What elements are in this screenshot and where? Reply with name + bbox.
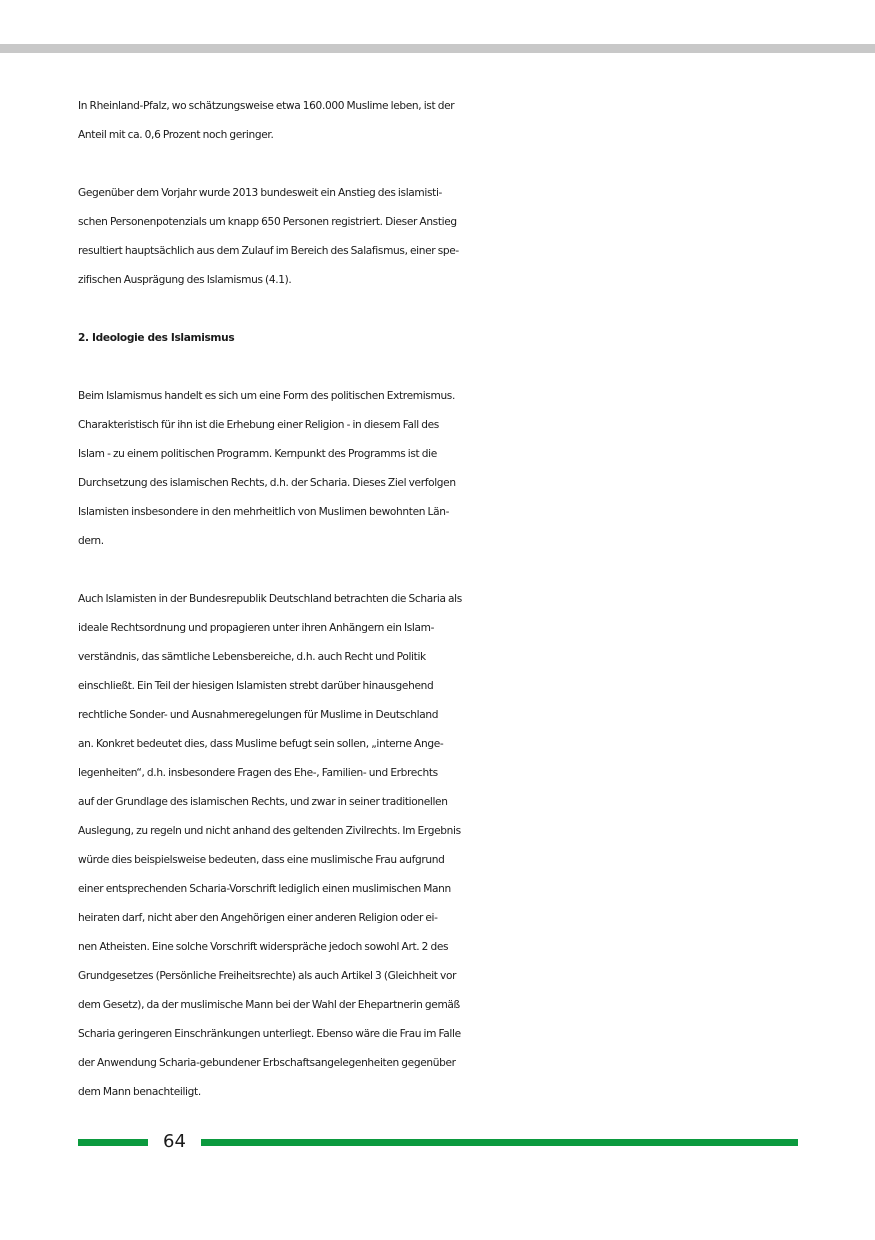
text-line: Charakteristisch für ihn ist die Erhebung einer Religion - in diesem Fall des: [78, 419, 439, 431]
page-footer: [78, 1128, 798, 1156]
text-line: Auslegung, zu regeln und nicht anhand des geltenden Zivilrechts. Im Ergebnis: [78, 825, 461, 837]
text-line: Grundgesetzes (Persönliche Freiheitsrechte) als auch Artikel 3 (Gleichheit vor: [78, 970, 457, 982]
text-line: ideale Rechtsordnung und propagieren unter ihren Anhängern ein Islam-: [78, 622, 435, 634]
footer-rule-right: [201, 1139, 798, 1146]
section-heading: 2. Ideologie des Islamismus: [78, 332, 235, 344]
text-line: auf der Grundlage des islamischen Rechts, und zwar in seiner traditionellen: [78, 796, 448, 808]
text-line: resultiert hauptsächlich aus dem Zulauf im Bereich des Salafismus, einer spe-: [78, 245, 459, 257]
text-line: der Anwendung Scharia-gebundener Erbschaftsangelegenheiten gegenüber: [78, 1057, 456, 1069]
text-line: Auch Islamisten in der Bundesrepublik Deutschland betrachten die Scharia als: [78, 593, 462, 605]
text-line: In Rheinland-Pfalz, wo schätzungsweise etwa 160.000 Muslime leben, ist der: [78, 100, 455, 112]
text-line: Scharia geringeren Einschränkungen unterliegt. Ebenso wäre die Frau im Falle: [78, 1028, 461, 1040]
text-line: heiraten darf, nicht aber den Angehörigen einer anderen Religion oder ei-: [78, 912, 438, 924]
text-line: dem Gesetz), da der muslimische Mann bei der Wahl der Ehepartnerin gemäß: [78, 999, 460, 1011]
paragraph-anstieg: [78, 179, 808, 295]
text-line: verständnis, das sämtliche Lebensbereiche, d.h. auch Recht und Politik: [78, 651, 426, 663]
text-line: dem Mann benachteiligt.: [78, 1086, 201, 1098]
text-line: einschließt. Ein Teil der hiesigen Islamisten strebt darüber hinausgehend: [78, 680, 434, 692]
text-line: Durchsetzung des islamischen Rechts, d.h. der Scharia. Dieses Ziel verfolgen: [78, 477, 456, 489]
paragraph-rheinland-pfalz: [78, 92, 808, 150]
text-line: Gegenüber dem Vorjahr wurde 2013 bundesweit ein Anstieg des islamisti-: [78, 187, 443, 199]
page-number: 64: [163, 1131, 186, 1152]
text-line: zifischen Ausprägung des Islamismus (4.1).: [78, 274, 292, 286]
text-line: legenheiten“, d.h. insbesondere Fragen des Ehe-, Familien- und Erbrechts: [78, 767, 438, 779]
text-line: an. Konkret bedeutet dies, dass Muslime befugt sein sollen, „interne Ange-: [78, 738, 444, 750]
text-line: schen Personenpotenzials um knapp 650 Personen registriert. Dieser Anstieg: [78, 216, 457, 228]
text-line: Islamisten insbesondere in den mehrheitlich von Muslimen bewohnten Län-: [78, 506, 450, 518]
text-line: würde dies beispielsweise bedeuten, dass eine muslimische Frau aufgrund: [78, 854, 445, 866]
text-line: rechtliche Sonder- und Ausnahmeregelungen für Muslime in Deutschland: [78, 709, 439, 721]
text-line: Anteil mit ca. 0,6 Prozent noch geringer.: [78, 129, 274, 141]
footer-rule-left: [78, 1139, 148, 1146]
text-line: nen Atheisten. Eine solche Vorschrift widerspräche jedoch sowohl Art. 2 des: [78, 941, 449, 953]
text-line: dern.: [78, 535, 104, 547]
paragraph-scharia: [78, 585, 808, 1107]
text-line: Beim Islamismus handelt es sich um eine Form des politischen Extremismus.: [78, 390, 455, 402]
page-content: [78, 92, 808, 1107]
text-line: Islam - zu einem politischen Programm. Kernpunkt des Programms ist die: [78, 448, 437, 460]
paragraph-ideologie: [78, 382, 808, 556]
text-line: einer entsprechenden Scharia-Vorschrift lediglich einen muslimischen Mann: [78, 883, 451, 895]
top-header-rule: [0, 44, 875, 53]
